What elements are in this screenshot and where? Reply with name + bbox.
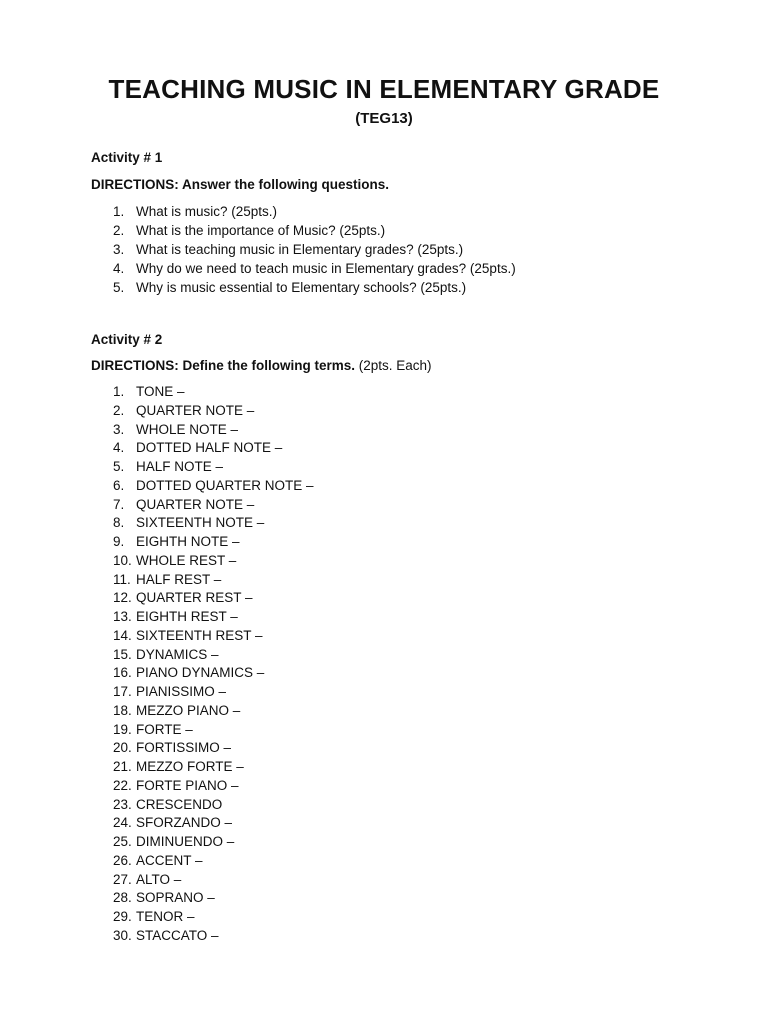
term-text: HALF REST – [136, 571, 222, 587]
term-number: 2. [113, 402, 125, 418]
term-text: DYNAMICS – [136, 646, 219, 662]
document-subtitle: (TEG13) [355, 110, 413, 127]
term-text: EIGHTH REST – [136, 609, 238, 624]
term-number: 13. [113, 609, 132, 624]
term-text: FORTISSIMO – [136, 740, 232, 756]
document-title: TEACHING MUSIC IN ELEMENTARY GRADE [108, 74, 660, 104]
activity-1-directions [91, 177, 728, 192]
activity-2-heading [91, 332, 728, 347]
question-number: 2. [113, 223, 125, 238]
term-number: 30. [113, 927, 132, 943]
question-number: 3. [113, 242, 125, 257]
term-text: CRESCENDO [136, 796, 223, 812]
activity-2-label: Activity # 2 [91, 332, 163, 347]
term-number: 29. [113, 909, 132, 924]
question-text: Why do we need to teach music in Elementary grades? (25pts.) [136, 261, 516, 276]
term-text: QUARTER NOTE – [136, 402, 255, 418]
term-text: TENOR – [136, 909, 195, 924]
term-number: 12. [113, 590, 132, 606]
term-number: 22. [113, 777, 132, 793]
term-text: SOPRANO – [136, 890, 215, 906]
term-number: 26. [113, 852, 132, 868]
activity-1-directions-text: DIRECTIONS: Answer the following questions. [91, 177, 390, 192]
term-text: DIMINUENDO – [136, 834, 235, 849]
term-number: 23. [113, 796, 132, 812]
question-number: 4. [113, 261, 125, 276]
activity-1-label: Activity # 1 [91, 150, 163, 165]
term-text: PIANO DYNAMICS – [136, 665, 265, 681]
question-text: What is the importance of Music? (25pts.) [136, 223, 386, 238]
term-number: 6. [113, 477, 125, 493]
question-number: 1. [113, 204, 125, 219]
term-text: MEZZO FORTE – [136, 759, 244, 774]
term-number: 10. [113, 552, 132, 568]
term-number: 24. [113, 815, 132, 831]
activity-1-heading [91, 150, 728, 165]
term-text: MEZZO PIANO – [136, 702, 241, 718]
activity-2-directions-text: DIRECTIONS: Define the following terms. [91, 358, 356, 373]
term-text: SIXTEENTH NOTE – [136, 515, 265, 531]
term-number: 27. [113, 871, 132, 887]
question-number: 5. [113, 280, 125, 295]
term-number: 21. [113, 759, 132, 774]
term-text: TONE – [136, 384, 185, 399]
term-number: 5. [113, 459, 125, 474]
term-text: SFORZANDO – [136, 815, 233, 831]
question-text: Why is music essential to Elementary schools? (25pts.) [136, 280, 467, 295]
term-text: FORTE – [136, 721, 193, 737]
term-number: 17. [113, 684, 132, 699]
term-text: ACCENT – [136, 852, 203, 868]
term-number: 14. [113, 627, 132, 643]
question-text: What is music? (25pts.) [136, 204, 278, 219]
term-text: EIGHTH NOTE – [136, 534, 240, 549]
term-text: FORTE PIANO – [136, 777, 239, 793]
term-number: 11. [113, 571, 131, 587]
term-number: 3. [113, 421, 125, 437]
term-number: 7. [113, 496, 125, 512]
term-number: 8. [113, 515, 125, 531]
term-text: QUARTER REST – [136, 590, 253, 606]
term-text: WHOLE REST – [136, 552, 237, 568]
term-text: HALF NOTE – [136, 459, 224, 474]
term-number: 16. [113, 665, 132, 681]
term-text: WHOLE NOTE – [136, 421, 239, 437]
term-text: DOTTED QUARTER NOTE – [136, 477, 314, 493]
term-text: ALTO – [136, 871, 182, 887]
term-number: 19. [113, 721, 132, 737]
term-number: 20. [113, 740, 132, 756]
activity-2-directions [91, 358, 728, 373]
question-text: What is teaching music in Elementary grades? (25pts.) [136, 242, 464, 257]
term-number: 9. [113, 534, 125, 549]
term-text: SIXTEENTH REST – [136, 627, 263, 643]
term-text: QUARTER NOTE – [136, 496, 255, 512]
term-number: 4. [113, 440, 125, 456]
term-text: STACCATO – [136, 927, 219, 943]
term-text: DOTTED HALF NOTE – [136, 440, 283, 456]
term-number: 28. [113, 890, 132, 906]
term-number: 25. [113, 834, 132, 849]
term-number: 18. [113, 702, 132, 718]
term-number: 15. [113, 646, 132, 662]
term-number: 1. [113, 384, 125, 399]
activity-2-directions-points: (2pts. Each) [355, 358, 432, 373]
term-text: PIANISSIMO – [136, 684, 227, 699]
